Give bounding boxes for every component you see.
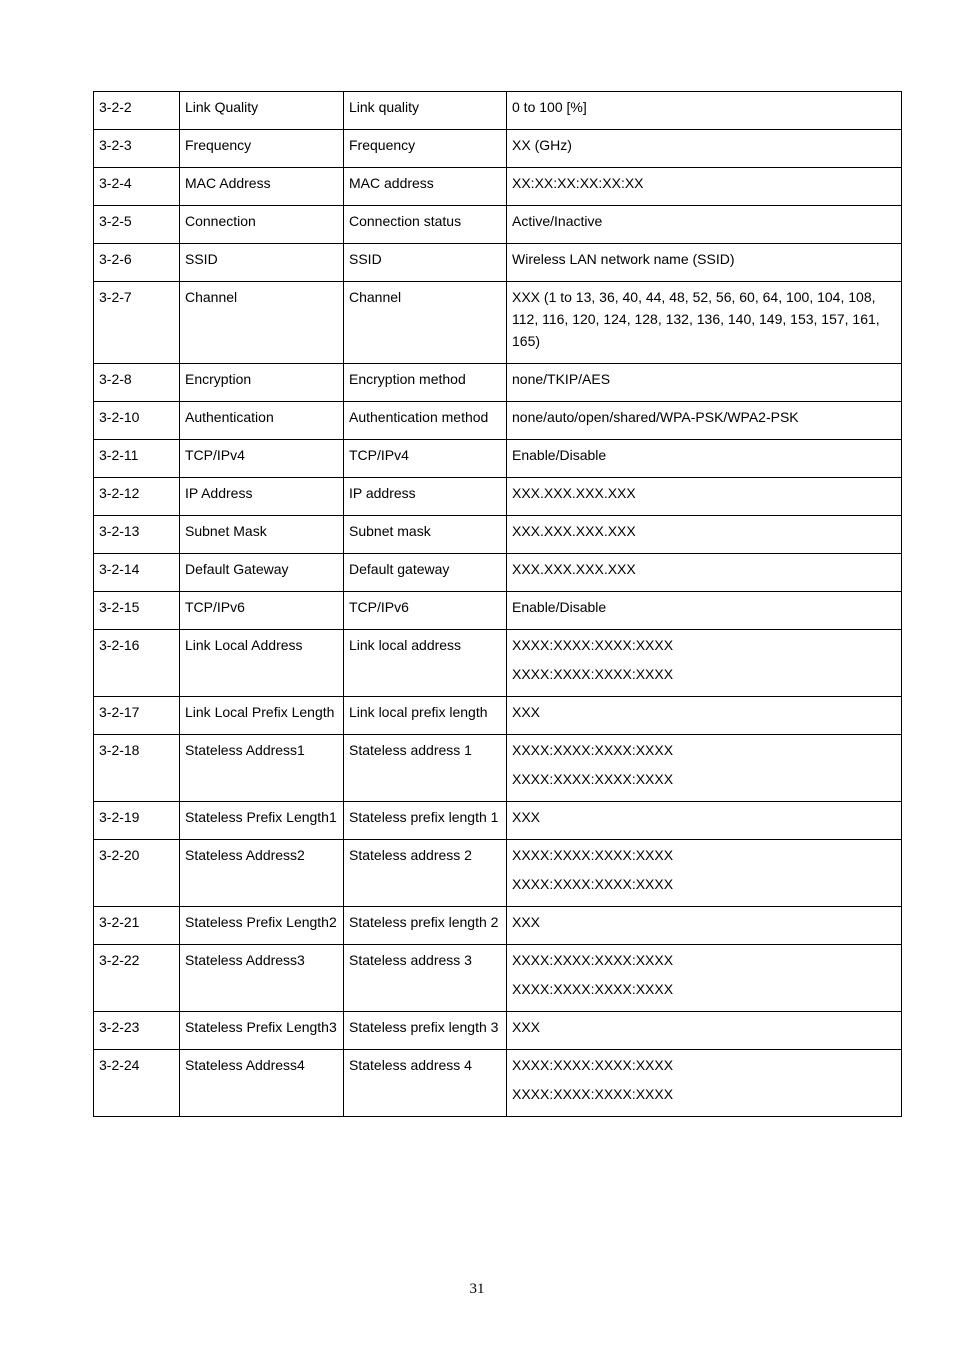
row-id-cell: 3-2-16	[94, 630, 180, 697]
row-id-cell: 3-2-10	[94, 402, 180, 440]
row-value-cell	[507, 592, 902, 630]
row-value-line: XXXX:XXXX:XXXX:XXXX	[512, 876, 674, 892]
row-description-cell: Default gateway	[344, 554, 507, 592]
row-value-line: Enable/Disable	[512, 599, 607, 615]
row-value-line: XXXX:XXXX:XXXX:XXXX	[512, 952, 674, 968]
row-item-cell: Stateless Address2	[180, 840, 344, 907]
row-id-cell: 3-2-2	[94, 92, 180, 130]
row-value-cell	[507, 1012, 902, 1050]
row-value-line: XXXX:XXXX:XXXX:XXXX	[512, 847, 674, 863]
row-value-cell	[507, 840, 902, 907]
row-value-cell	[507, 1050, 902, 1117]
row-value-line: XXX	[512, 704, 541, 720]
table-row	[94, 840, 902, 907]
row-value-line: XXXX:XXXX:XXXX:XXXX	[512, 981, 674, 997]
table-row	[94, 802, 902, 840]
row-value-line: none/auto/open/shared/WPA-PSK/WPA2-PSK	[512, 409, 799, 425]
row-item-cell: Link Local Address	[180, 630, 344, 697]
table-row	[94, 364, 902, 402]
row-id-cell: 3-2-12	[94, 478, 180, 516]
row-value-cell	[507, 735, 902, 802]
row-value-line: XXX.XXX.XXX.XXX	[512, 523, 636, 539]
row-value-line: Wireless LAN network name (SSID)	[512, 251, 735, 267]
row-item-cell: Link Quality	[180, 92, 344, 130]
table-row	[94, 440, 902, 478]
row-value-line: XXXX:XXXX:XXXX:XXXX	[512, 637, 674, 653]
row-value-line: XXXX:XXXX:XXXX:XXXX	[512, 771, 674, 787]
row-item-cell: Default Gateway	[180, 554, 344, 592]
row-description-cell: Link local address	[344, 630, 507, 697]
row-item-cell: Stateless Prefix Length1	[180, 802, 344, 840]
row-item-cell: Connection	[180, 206, 344, 244]
row-description-cell: Channel	[344, 282, 507, 364]
row-description-cell: Stateless prefix length 3	[344, 1012, 507, 1050]
row-id-cell: 3-2-5	[94, 206, 180, 244]
row-description-cell: Stateless address 3	[344, 945, 507, 1012]
row-value-line: XX:XX:XX:XX:XX:XX	[512, 175, 644, 191]
row-item-cell: Stateless Prefix Length2	[180, 907, 344, 945]
row-item-cell: Subnet Mask	[180, 516, 344, 554]
row-item-cell: TCP/IPv4	[180, 440, 344, 478]
row-description-cell: Link quality	[344, 92, 507, 130]
row-id-cell: 3-2-17	[94, 697, 180, 735]
row-description-cell: Encryption method	[344, 364, 507, 402]
table-body	[94, 92, 902, 1117]
row-value-cell	[507, 364, 902, 402]
row-description-cell: TCP/IPv4	[344, 440, 507, 478]
table-row	[94, 206, 902, 244]
row-description-cell: Stateless address 4	[344, 1050, 507, 1117]
row-value-cell	[507, 554, 902, 592]
table-row	[94, 516, 902, 554]
row-item-cell: Encryption	[180, 364, 344, 402]
row-item-cell: Link Local Prefix Length	[180, 697, 344, 735]
row-value-cell	[507, 630, 902, 697]
row-value-line: Active/Inactive	[512, 213, 603, 229]
row-value-cell	[507, 945, 902, 1012]
row-item-cell: Stateless Prefix Length3	[180, 1012, 344, 1050]
table-row	[94, 945, 902, 1012]
row-id-cell: 3-2-23	[94, 1012, 180, 1050]
row-value-line: 0 to 100 [%]	[512, 99, 587, 115]
row-item-cell: IP Address	[180, 478, 344, 516]
row-item-cell: Stateless Address3	[180, 945, 344, 1012]
row-id-cell: 3-2-3	[94, 130, 180, 168]
table-row	[94, 130, 902, 168]
table-row	[94, 168, 902, 206]
row-description-cell: Link local prefix length	[344, 697, 507, 735]
row-value-cell	[507, 168, 902, 206]
table-row	[94, 1012, 902, 1050]
row-value-cell	[507, 206, 902, 244]
row-description-cell: IP address	[344, 478, 507, 516]
row-id-cell: 3-2-22	[94, 945, 180, 1012]
row-value-line: XXXX:XXXX:XXXX:XXXX	[512, 666, 674, 682]
row-id-cell: 3-2-7	[94, 282, 180, 364]
row-value-cell	[507, 478, 902, 516]
row-value-line: XXX.XXX.XXX.XXX	[512, 561, 636, 577]
table-row	[94, 282, 902, 364]
row-description-cell: Stateless address 1	[344, 735, 507, 802]
row-id-cell: 3-2-24	[94, 1050, 180, 1117]
table-row	[94, 592, 902, 630]
row-item-cell: TCP/IPv6	[180, 592, 344, 630]
row-id-cell: 3-2-15	[94, 592, 180, 630]
row-description-cell: Authentication method	[344, 402, 507, 440]
row-value-cell	[507, 92, 902, 130]
row-item-cell: SSID	[180, 244, 344, 282]
row-value-line: XXX	[512, 809, 541, 825]
table-row	[94, 907, 902, 945]
table-row	[94, 1050, 902, 1117]
row-value-line: XX (GHz)	[512, 137, 572, 153]
row-id-cell: 3-2-21	[94, 907, 180, 945]
row-value-cell	[507, 130, 902, 168]
row-value-cell	[507, 802, 902, 840]
row-item-cell: Channel	[180, 282, 344, 364]
table-row	[94, 697, 902, 735]
row-description-cell: Stateless prefix length 2	[344, 907, 507, 945]
table-row	[94, 554, 902, 592]
row-item-cell: Authentication	[180, 402, 344, 440]
row-description-cell: Stateless address 2	[344, 840, 507, 907]
table-row	[94, 92, 902, 130]
row-value-line: XXX	[512, 914, 541, 930]
row-description-cell: Frequency	[344, 130, 507, 168]
row-item-cell: Frequency	[180, 130, 344, 168]
row-value-cell	[507, 440, 902, 478]
table-row	[94, 402, 902, 440]
row-id-cell: 3-2-13	[94, 516, 180, 554]
row-id-cell: 3-2-20	[94, 840, 180, 907]
row-value-cell	[507, 516, 902, 554]
row-description-cell: Connection status	[344, 206, 507, 244]
row-value-cell	[507, 282, 902, 364]
row-item-cell: Stateless Address1	[180, 735, 344, 802]
settings-table	[93, 91, 902, 1117]
row-value-cell	[507, 907, 902, 945]
page-number: 31	[469, 1281, 485, 1297]
row-id-cell: 3-2-19	[94, 802, 180, 840]
row-value-line: XXXX:XXXX:XXXX:XXXX	[512, 742, 674, 758]
row-description-cell: Subnet mask	[344, 516, 507, 554]
row-value-line: XXXX:XXXX:XXXX:XXXX	[512, 1086, 674, 1102]
table-row	[94, 244, 902, 282]
row-value-line: XXX	[512, 1019, 541, 1035]
row-id-cell: 3-2-18	[94, 735, 180, 802]
row-description-cell: MAC address	[344, 168, 507, 206]
row-item-cell: Stateless Address4	[180, 1050, 344, 1117]
row-value-line: XXX.XXX.XXX.XXX	[512, 485, 636, 501]
row-value-line: XXXX:XXXX:XXXX:XXXX	[512, 1057, 674, 1073]
row-id-cell: 3-2-11	[94, 440, 180, 478]
row-description-cell: Stateless prefix length 1	[344, 802, 507, 840]
row-value-cell	[507, 244, 902, 282]
row-item-cell: MAC Address	[180, 168, 344, 206]
row-description-cell: SSID	[344, 244, 507, 282]
row-description-cell: TCP/IPv6	[344, 592, 507, 630]
row-id-cell: 3-2-14	[94, 554, 180, 592]
table-row	[94, 630, 902, 697]
row-id-cell: 3-2-4	[94, 168, 180, 206]
table-row	[94, 735, 902, 802]
row-value-line: none/TKIP/AES	[512, 371, 611, 387]
table-row	[94, 478, 902, 516]
row-value-line: Enable/Disable	[512, 447, 607, 463]
row-value-cell	[507, 402, 902, 440]
row-id-cell: 3-2-8	[94, 364, 180, 402]
row-value-line: XXX (1 to 13, 36, 40, 44, 48, 52, 56, 60, 64, 100, 104, 108, 112, 116, 120, 124, 128, 132, 136, 140, 149, 153, 157, 161, 165)	[512, 289, 880, 349]
row-value-cell	[507, 697, 902, 735]
row-id-cell: 3-2-6	[94, 244, 180, 282]
